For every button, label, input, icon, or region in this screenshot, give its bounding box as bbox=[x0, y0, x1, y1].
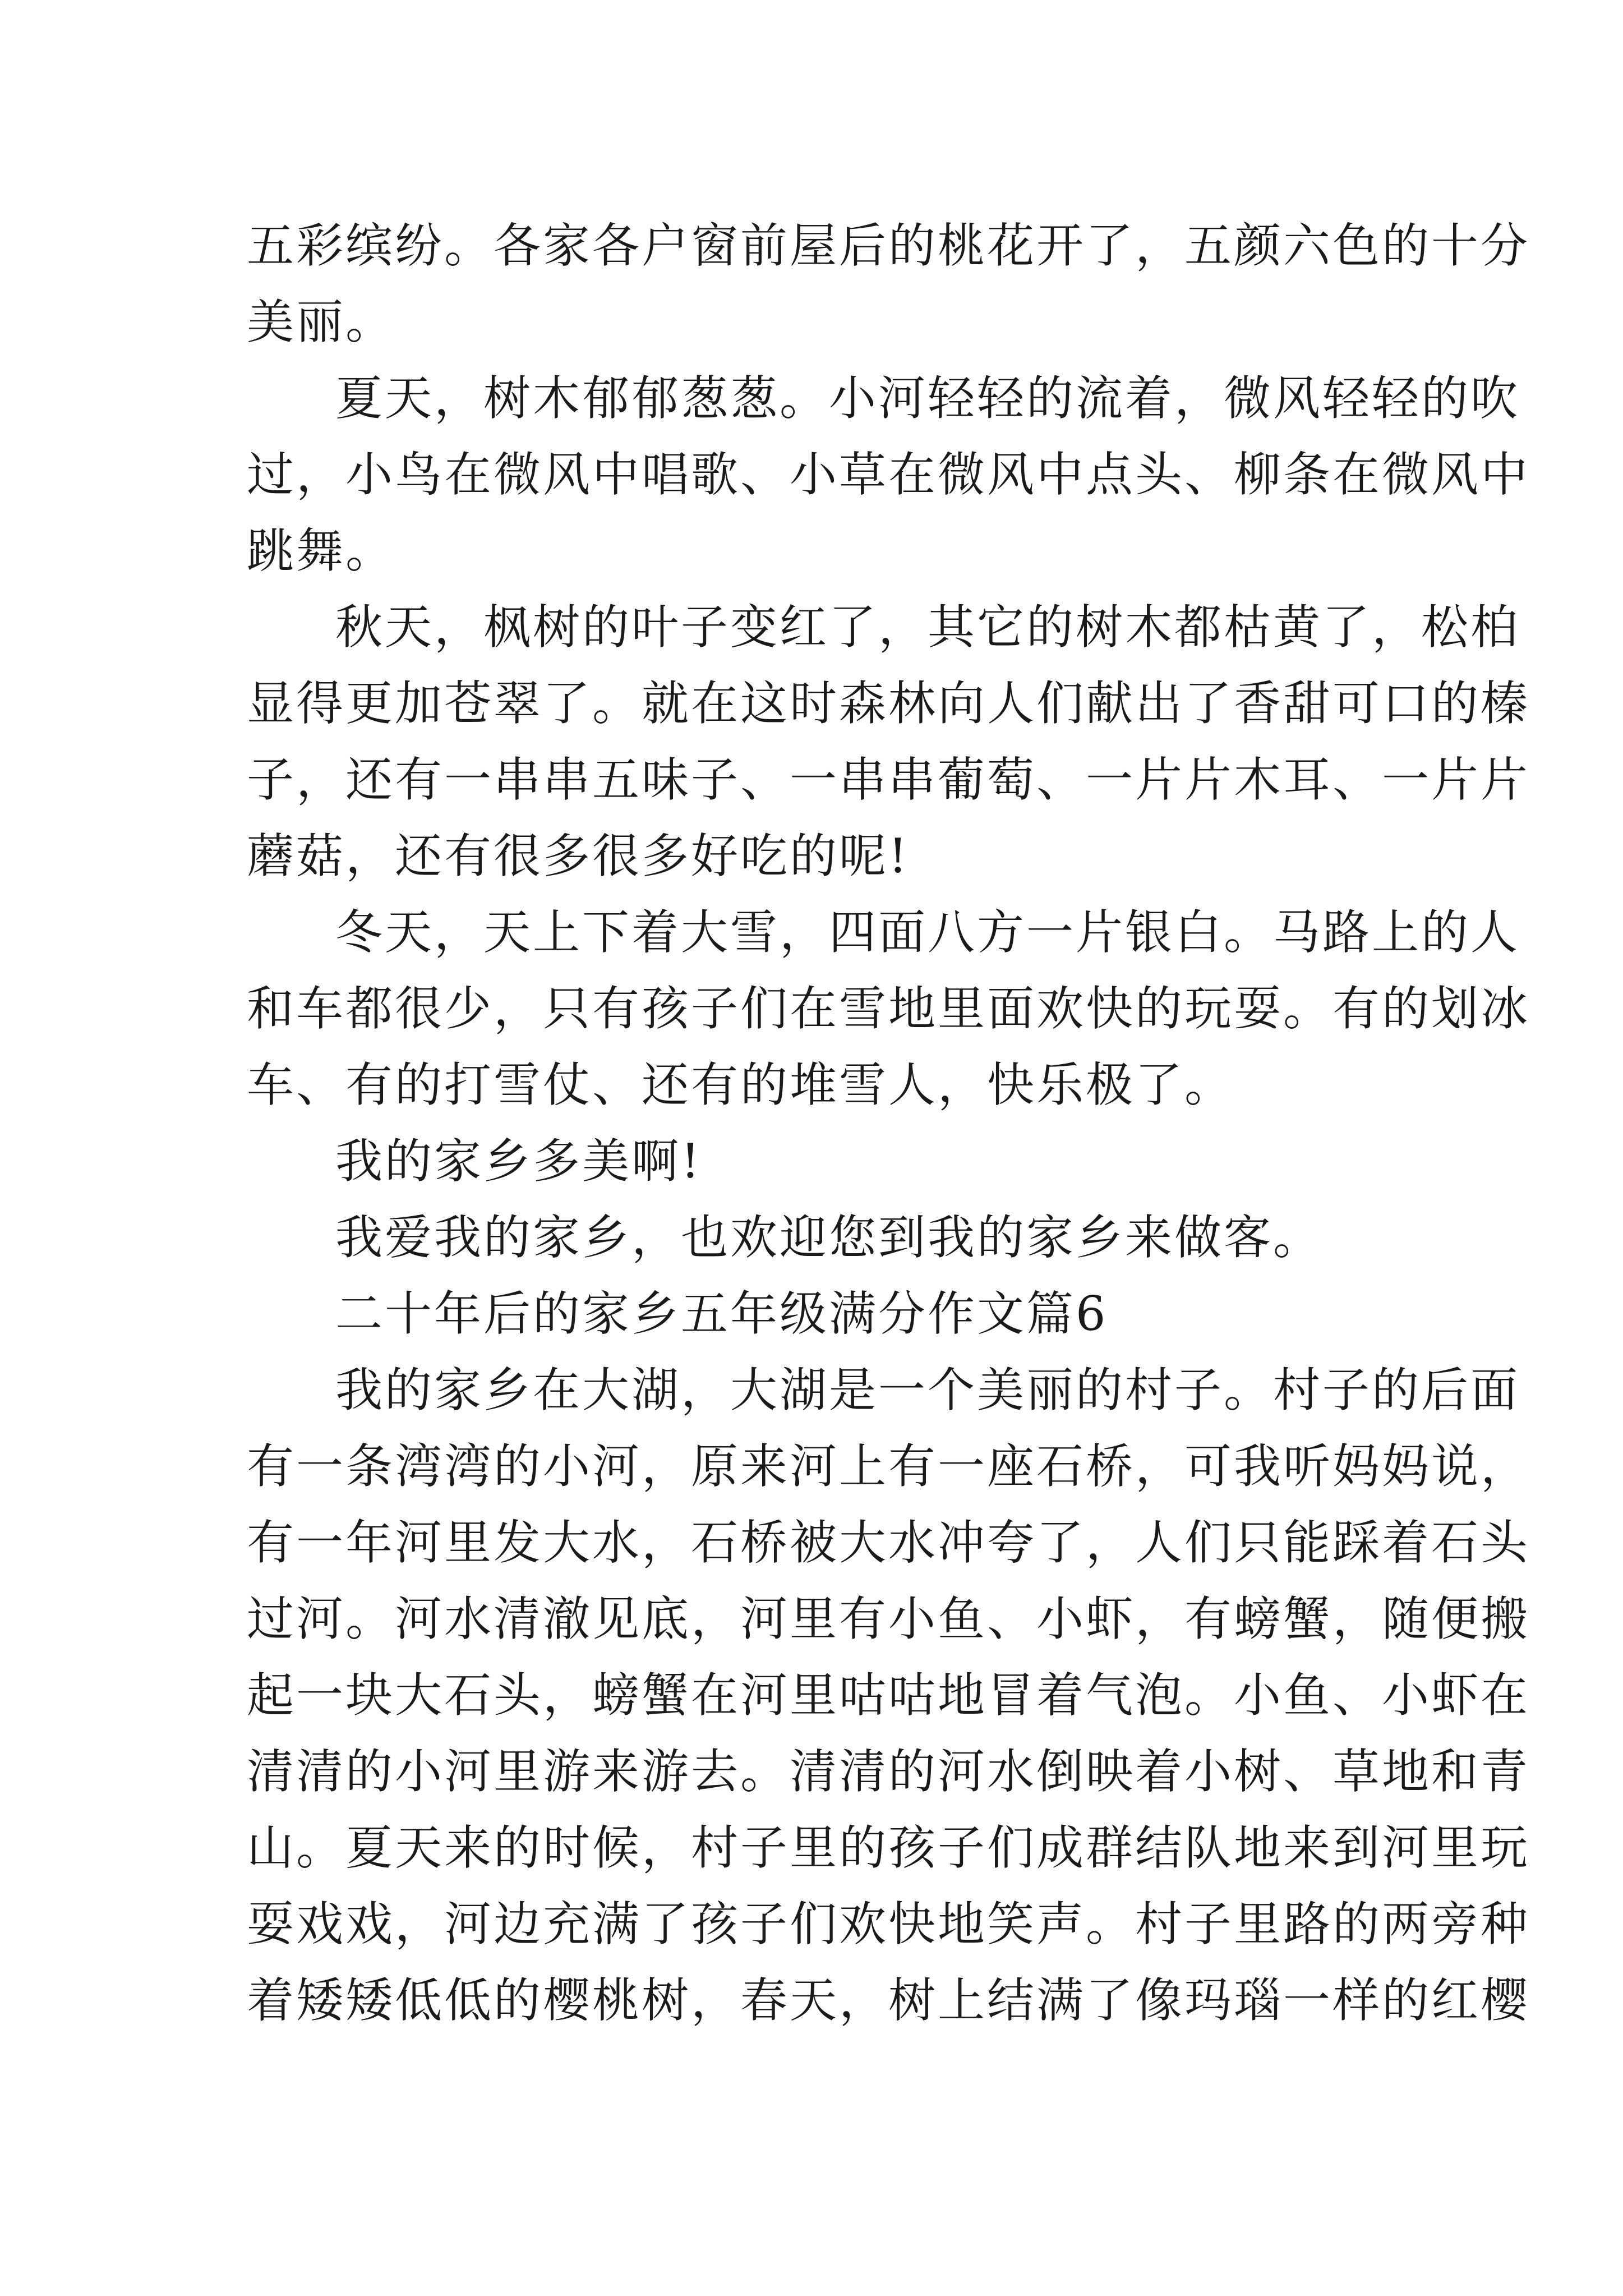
text-line: 有一条湾湾的小河，原来河上有一座石桥，可我听妈妈说， bbox=[247, 1439, 1530, 1494]
text-line: 清清的小河里游来游去。清清的河水倒映着小树、草地和青 bbox=[247, 1744, 1530, 1799]
text-line: 山。夏天来的时候，村子里的孩子们成群结队地来到河里玩 bbox=[247, 1820, 1530, 1875]
text-line: 耍戏戏，河边充满了孩子们欢快地笑声。村子里路的两旁种 bbox=[247, 1897, 1530, 1952]
text-line: 显得更加苍翠了。就在这时森林向人们献出了香甜可口的榛 bbox=[247, 676, 1530, 731]
text-line: 着矮矮低低的樱桃树，春天，树上结满了像玛瑙一样的红樱 bbox=[247, 1973, 1530, 2028]
text-line: 跳舞。 bbox=[247, 523, 395, 578]
text-line: 二十年后的家乡五年级满分作文篇6 bbox=[335, 1286, 1108, 1341]
text-line: 冬天，天上下着大雪，四面八方一片银白。马路上的人 bbox=[335, 905, 1520, 960]
text-line: 我的家乡多美啊! bbox=[335, 1134, 702, 1189]
text-line: 美丽。 bbox=[247, 295, 395, 349]
text-line: 夏天，树木郁郁葱葱。小河轻轻的流着，微风轻轻的吹 bbox=[335, 371, 1520, 426]
text-line: 有一年河里发大水，石桥被大水冲夸了，人们只能踩着石头 bbox=[247, 1515, 1530, 1570]
text-line: 起一块大石头，螃蟹在河里咕咕地冒着气泡。小鱼、小虾在 bbox=[247, 1668, 1530, 1723]
text-line: 过河。河水清澈见底，河里有小鱼、小虾，有螃蟹，随便搬 bbox=[247, 1591, 1530, 1646]
text-line: 秋天，枫树的叶子变红了，其它的树木都枯黄了，松柏 bbox=[335, 600, 1520, 655]
text-line: 和车都很少，只有孩子们在雪地里面欢快的玩耍。有的划冰 bbox=[247, 981, 1530, 1036]
text-line: 过，小鸟在微风中唱歌、小草在微风中点头、柳条在微风中 bbox=[247, 447, 1530, 502]
text-line: 我的家乡在大湖，大湖是一个美丽的村子。村子的后面 bbox=[335, 1363, 1520, 1418]
text-line: 五彩缤纷。各家各户窗前屋后的桃花开了，五颜六色的十分 bbox=[247, 218, 1530, 273]
text-line: 我爱我的家乡，也欢迎您到我的家乡来做客。 bbox=[335, 1210, 1323, 1265]
text-line: 车、有的打雪仗、还有的堆雪人，快乐极了。 bbox=[247, 1057, 1234, 1112]
text-line: 子，还有一串串五味子、一串串葡萄、一片片木耳、一片片 bbox=[247, 752, 1530, 807]
text-line: 蘑菇，还有很多很多好吃的呢! bbox=[247, 829, 910, 884]
document-body bbox=[247, 208, 1530, 2039]
